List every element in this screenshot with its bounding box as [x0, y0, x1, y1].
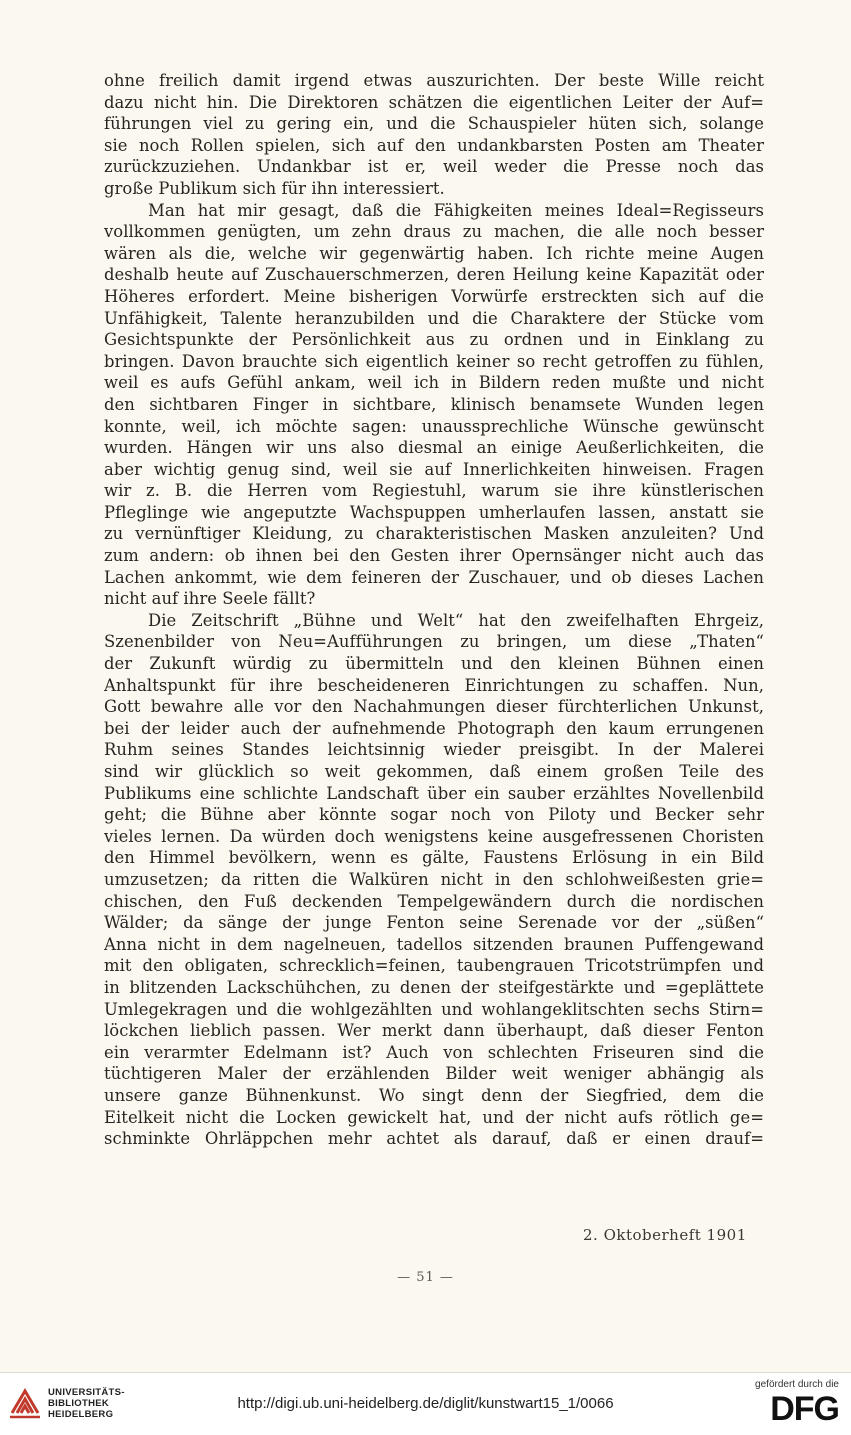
- text-line: Man hat mir gesagt, daß die Fähigkeiten meines Ideal=Regisseurs: [148, 200, 764, 220]
- library-name: UNIVERSITÄTS- BIBLIOTHEK HEIDELBERG: [48, 1387, 125, 1420]
- page-number: — 51 —: [397, 1270, 454, 1285]
- text-line: löckchen lieblich passen. Wer merkt dann überhaupt, daß dieser Fenton: [104, 1021, 764, 1041]
- text-line: Gott bewahre alle vor den Nachahmungen dieser fürchterlichen Unkunst,: [104, 697, 764, 717]
- text-line: Die Zeitschrift „Bühne und Welt“ hat den zweifelhaften Ehrgeiz,: [148, 610, 764, 630]
- text-line: Ruhm seines Standes leichtsinnig wieder preisgibt. In der Malerei: [104, 740, 764, 760]
- footer-bar: [0, 1372, 851, 1435]
- text-line: vieles lernen. Da würden doch wenigstens keine ausgefressenen Choristen: [104, 826, 764, 846]
- text-line: dazu nicht hin. Die Direktoren schätzen die eigentlichen Leiter der Auf=: [104, 92, 764, 112]
- dfg-logo: DFG: [770, 1390, 839, 1428]
- text-line: führungen viel zu gering ein, und die Schauspieler hüten sich, solange: [104, 114, 764, 134]
- body-text: [104, 70, 764, 1150]
- text-line: zu vernünftiger Kleidung, zu charakteristischen Masken anzuleiten? Und: [104, 524, 764, 544]
- text-line: Szenenbilder von Neu=Aufführungen zu bringen, um diese „Thaten“: [104, 632, 764, 652]
- text-line: sind wir glücklich so weit gekommen, daß einem großen Teile des: [104, 762, 764, 781]
- text-line: sie noch Rollen spielen, sich auf den undankbarsten Posten am Theater: [104, 135, 764, 155]
- text-line: ein verarmter Edelmann ist? Auch von schlechten Friseuren sind die: [104, 1042, 764, 1062]
- text-line: Pfleglinge wie angeputzte Wachspuppen umherlaufen lassen, anstatt sie: [104, 502, 764, 522]
- issue-label: 2. Oktoberheft 1901: [583, 1226, 747, 1244]
- text-line: zum andern: ob ihnen bei den Gesten ihrer Opernsänger nicht auch das: [104, 546, 764, 566]
- text-line: den sichtbaren Finger in sichtbare, klinisch benamsete Wunden legen: [104, 394, 764, 414]
- text-line: Unfähigkeit, Talente heranzubilden und die Charaktere der Stücke vom: [104, 308, 764, 328]
- text-line: Wälder; da sänge der junge Fenton seine Serenade vor der „süßen“: [104, 913, 764, 933]
- text-line: große Publikum sich für ihn interessiert.: [104, 178, 445, 198]
- text-line: wir z. B. die Herren vom Regiestuhl, warum sie ihre künstlerischen: [104, 481, 764, 501]
- text-line: ohne freilich damit irgend etwas auszurichten. Der beste Wille reicht: [104, 71, 764, 90]
- text-line: mit den obligaten, schrecklich=feinen, taubengrauen Tricotstrümpfen und: [104, 956, 764, 976]
- funder-caption: gefördert durch die: [755, 1379, 839, 1390]
- text-line: Publikums eine schlichte Landschaft über ein sauber erzähltes Novellenbild: [104, 783, 764, 803]
- text-line: geht; die Bühne aber könnte sogar noch von Piloty und Becker sehr: [104, 805, 764, 825]
- text-line: vollkommen genügten, um zehn draus zu machen, die alle noch besser: [104, 222, 764, 242]
- text-line: der Zukunft würdig zu übermitteln und den kleinen Bühnen einen: [104, 654, 764, 674]
- text-line: Umlegekragen und die wohlgezählten und wohlangeklitschten sechs Stirn=: [104, 999, 764, 1019]
- text-line: wären als die, welche wir gegenwärtig haben. Ich richte meine Augen: [104, 243, 764, 263]
- text-line: Eitelkeit nicht die Locken gewickelt hat, und der nicht aufs rötlich ge=: [104, 1107, 764, 1127]
- text-line: bringen. Davon brauchte sich eigentlich keiner so recht getroffen zu fühlen,: [104, 351, 764, 371]
- text-line: Gesichtspunkte der Persönlichkeit aus zu ordnen und in Einklang zu: [104, 330, 764, 350]
- text-line: wurden. Hängen wir uns also diesmal an einige Aeußerlichkeiten, die: [104, 438, 764, 458]
- text-line: konnte, weil, ich möchte sagen: unaussprechliche Wünsche gewünscht: [104, 416, 764, 436]
- permalink[interactable]: http://digi.ub.uni-heidelberg.de/diglit/kunstwart15_1/0066: [237, 1395, 614, 1412]
- text-line: weil es aufs Gefühl ankam, weil ich in Bildern reden mußte und nicht: [104, 373, 764, 393]
- text-line: umzusetzen; da ritten die Walküren nicht in den schlohweißesten grie=: [104, 869, 764, 889]
- text-line: zurückzuziehen. Undankbar ist er, weil weder die Presse noch das: [104, 157, 764, 177]
- text-line: schminkte Ohrläppchen mehr achtet als darauf, daß er einen drauf=: [104, 1129, 764, 1149]
- text-line: tüchtigeren Maler der erzählenden Bilder weit weniger abhängig als: [104, 1064, 764, 1084]
- text-line: nicht auf ihre Seele fällt?: [104, 589, 316, 609]
- text-line: Lachen ankommt, wie dem feineren der Zuschauer, und ob dieses Lachen: [104, 567, 764, 587]
- text-line: deshalb heute auf Zuschauerschmerzen, deren Heilung keine Kapazität oder: [104, 265, 764, 285]
- text-line: bei der leider auch der aufnehmende Photograph den kaum errungenen: [104, 718, 764, 738]
- text-line: aber wichtig genug sind, weil sie auf Innerlichkeiten hinweisen. Fragen: [104, 459, 764, 479]
- text-line: Anna nicht in dem nagelneuen, tadellos sitzenden braunen Puffengewand: [104, 934, 764, 954]
- text-line: Anhaltspunkt für ihre bescheideneren Einrichtungen zu schaffen. Nun,: [104, 675, 764, 695]
- text-line: unsere ganze Bühnenkunst. Wo singt denn der Siegfried, dem die: [104, 1085, 764, 1105]
- text-line: in blitzenden Lackschühchen, zu denen der steifgestärkte und =geplättete: [104, 977, 764, 997]
- text-line: chischen, den Fuß deckenden Tempelgewändern durch die nordischen: [104, 891, 764, 911]
- text-line: den Himmel bevölkern, wenn es gälte, Faustens Erlösung in ein Bild: [104, 848, 764, 868]
- text-line: Höheres erfordert. Meine bisherigen Vorwürfe erstreckten sich auf die: [104, 286, 764, 306]
